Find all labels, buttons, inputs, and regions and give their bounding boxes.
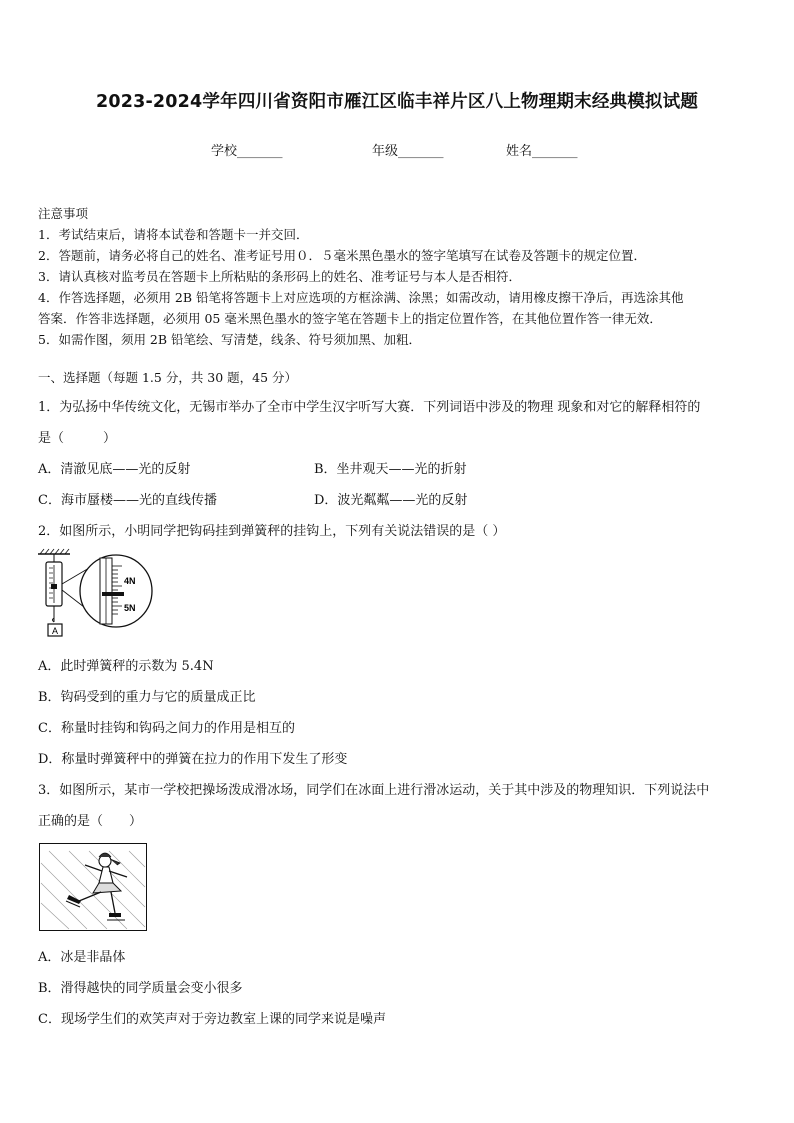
page-title: 2023-2024学年四川省资阳市雁江区临丰祥片区八上物理期末经典模拟试题 [95,92,699,112]
question-3-option-c[interactable]: C．现场学生们的欢笑声对于旁边教室上课的同学来说是噪声 [38,1012,386,1027]
notes-item: 3．请认真核对监考员在答题卡上所粘贴的条形码上的姓名、准考证号与本人是否相符． [38,269,521,284]
notes-item: 4．作答选择题，必须用 2B 铅笔将答题卡上对应选项的方框涂满、涂黑；如需改动，请用橡皮擦干净后，再选涂其他 [38,290,684,305]
question-1-option-b[interactable]: B．坐井观天——光的折射 [314,462,467,477]
question-2-option-c[interactable]: C．称量时挂钩和钩码之间力的作用是相互的 [38,721,295,736]
scale-label-5n: 5N [124,603,136,613]
question-1-option-a[interactable]: A．清澈见底——光的反射 [38,462,191,477]
scale-label-4n: 4N [124,576,136,586]
question-1-stem: 1．为弘扬中华传统文化，无锡市举办了全市中学生汉字听写大赛．下列词语中涉及的物理 现象和对它的解释相符的 [38,400,701,415]
question-2-stem: 2．如图所示，小明同学把钩码挂到弹簧秤的挂钩上，下列有关说法错误的是（ ） [38,524,506,539]
school-field[interactable]: 学校_______ [211,144,283,159]
question-1-stem-cont: 是（ ） [38,431,117,446]
question-2-option-b[interactable]: B．钩码受到的重力与它的质量成正比 [38,690,256,705]
section-heading: 一、选择题（每题 1.5 分，共 30 题，45 分） [38,370,298,385]
question-2-option-a[interactable]: A．此时弹簧秤的示数为 5.4N [38,659,214,674]
question-3-stem-cont: 正确的是（ ） [38,814,143,829]
question-3-option-b[interactable]: B．滑得越快的同学质量会变小很多 [38,981,243,996]
name-field[interactable]: 姓名_______ [506,144,578,159]
question-1-option-c[interactable]: C．海市蜃楼——光的直线传播 [38,493,217,508]
question-1-option-d[interactable]: D．波光粼粼——光的反射 [314,493,468,508]
grade-field[interactable]: 年级_______ [372,144,444,159]
spring-scale-figure [36,548,156,640]
notes-item: 1．考试结束后，请将本试卷和答题卡一并交回． [38,227,309,242]
notes-heading: 注意事项 [38,206,89,221]
notes-block [38,203,760,350]
notes-item: 5．如需作图，须用 2B 铅笔绘、写清楚，线条、符号须加黑、加粗． [38,332,422,347]
question-3-option-a[interactable]: A．冰是非晶体 [38,950,126,965]
weight-label: A [51,626,59,636]
question-2-option-d[interactable]: D．称量时弹簧秤中的弹簧在拉力的作用下发生了形变 [38,752,348,767]
notes-item: 2．答题前，请务必将自己的姓名、准考证号用０．５毫米黑色墨水的签字笔填写在试卷及答题卡的规定位置． [38,248,646,263]
skater-figure [39,843,147,931]
question-3-stem: 3．如图所示，某市一学校把操场泼成滑冰场，同学们在冰面上进行滑冰运动，关于其中涉及的物理知识．下列说法中 [38,783,710,798]
notes-item: 答案．作答非选择题，必须用 05 毫米黑色墨水的签字笔在答题卡上的指定位置作答，在其他位置作答一律无效． [38,311,662,326]
